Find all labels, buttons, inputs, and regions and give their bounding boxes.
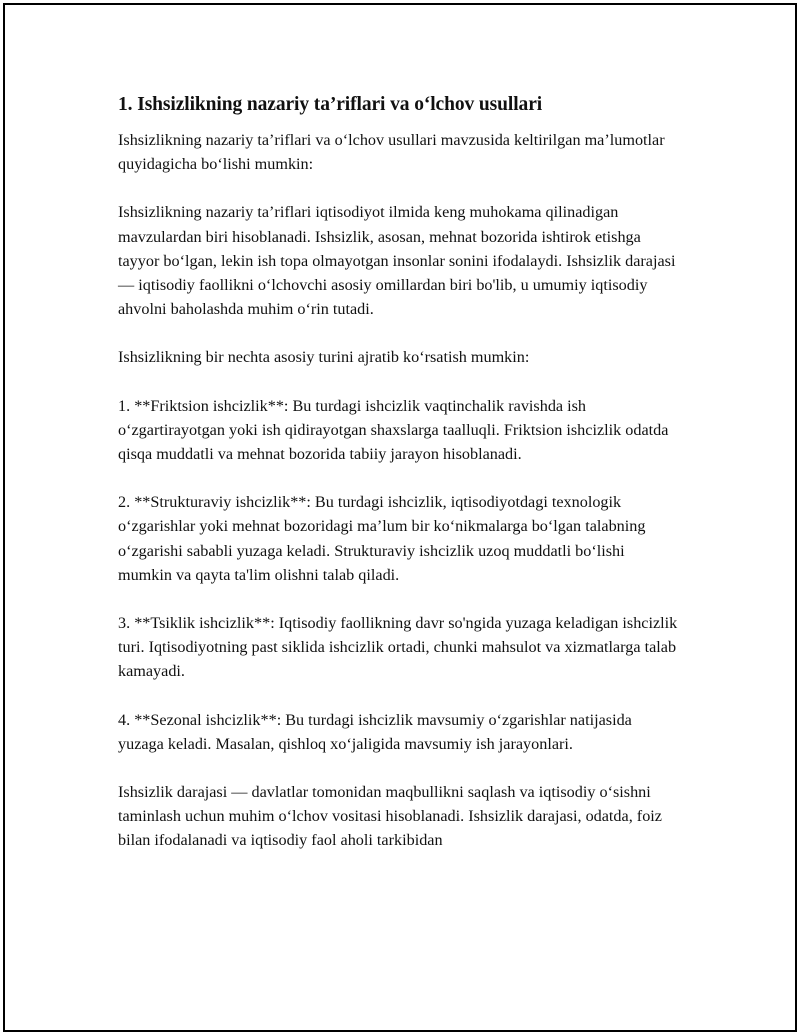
paragraph-cyclical: 3. **Tsiklik ishcizlik**: Iqtisodiy faollikning davr so'ngida yuzaga keladigan ishcizlik turi. Iqtisodiyotning past siklida ishcizlik ortadi, chunki mahsulot va xizmatlarga talab kamayadi. [118,614,678,681]
paragraph-rate: Ishsizlik darajasi — davlatlar tomonidan maqbullikni saqlash va iqtisodiy o‘sishni taminlash uchun muhim o‘lchov vositasi hisoblanadi. Ishsizlik darajasi, odatda, foiz bilan ifodalanadi va iqtisodiy faol aholi tarkibidan [118,783,662,850]
paragraph-seasonal: 4. **Sezonal ishcizlik**: Bu turdagi ishcizlik mavsumiy o‘zgarishlar natijasida yuzaga keladi. Masalan, qishloq xo‘jaligida mavsumiy ish jarayonlari. [118,710,632,753]
paragraph-frictional: 1. **Friktsion ishcizlik**: Bu turdagi ishcizlik vaqtinchalik ravishda ish o‘zgartirayotgan yoki ish qidirayotgan shaxslarga taalluqli. Friktsion ishcizlik odatda qisqa muddatli va mehnat bozorida tabiiy jarayon hisoblanadi. [118,396,669,464]
document-body [118,92,678,877]
paragraph-types-intro: Ishsizlikning bir nechta asosiy turini ajratib ko‘rsatish mumkin: [118,348,530,367]
paragraph-intro: Ishsizlikning nazariy ta’riflari va o‘lchov usullari mavzusida keltirilgan ma’lumotlar quyidagicha bo‘lishi mumkin: [118,131,665,174]
section-heading: 1. Ishsizlikning nazariy ta’riflari va o‘lchov usullari [118,94,543,115]
paragraph-definition: Ishsizlikning nazariy ta’riflari iqtisodiyot ilmida keng muhokama qilinadigan mavzulardan biri hisoblanadi. Ishsizlik, asosan, mehnat bozorida ishtirok etishga tayyor bo‘lgan, lekin ish topa olmayotgan insonlar sonini ifodalaydi. Ishsizlik darajasi — iqtisodiy faollikni o‘lchovchi asosiy omillardan biri bo'lib, u umumiy iqtisodiy ahvolni baholashda muhim o‘rin tutadi. [118,203,676,319]
paragraph-structural: 2. **Strukturaviy ishcizlik**: Bu turdagi ishcizlik, iqtisodiyotdagi texnologik o‘zgarishlar yoki mehnat bozoridagi ma’lum bir ko‘nikmalarga bo‘lgan talabning o‘zgarishi sababli yuzaga keladi. Strukturaviy ishcizlik uzoq muddatli bo‘lishi mumkin va qayta ta'lim olishni talab qiladi. [118,493,646,584]
